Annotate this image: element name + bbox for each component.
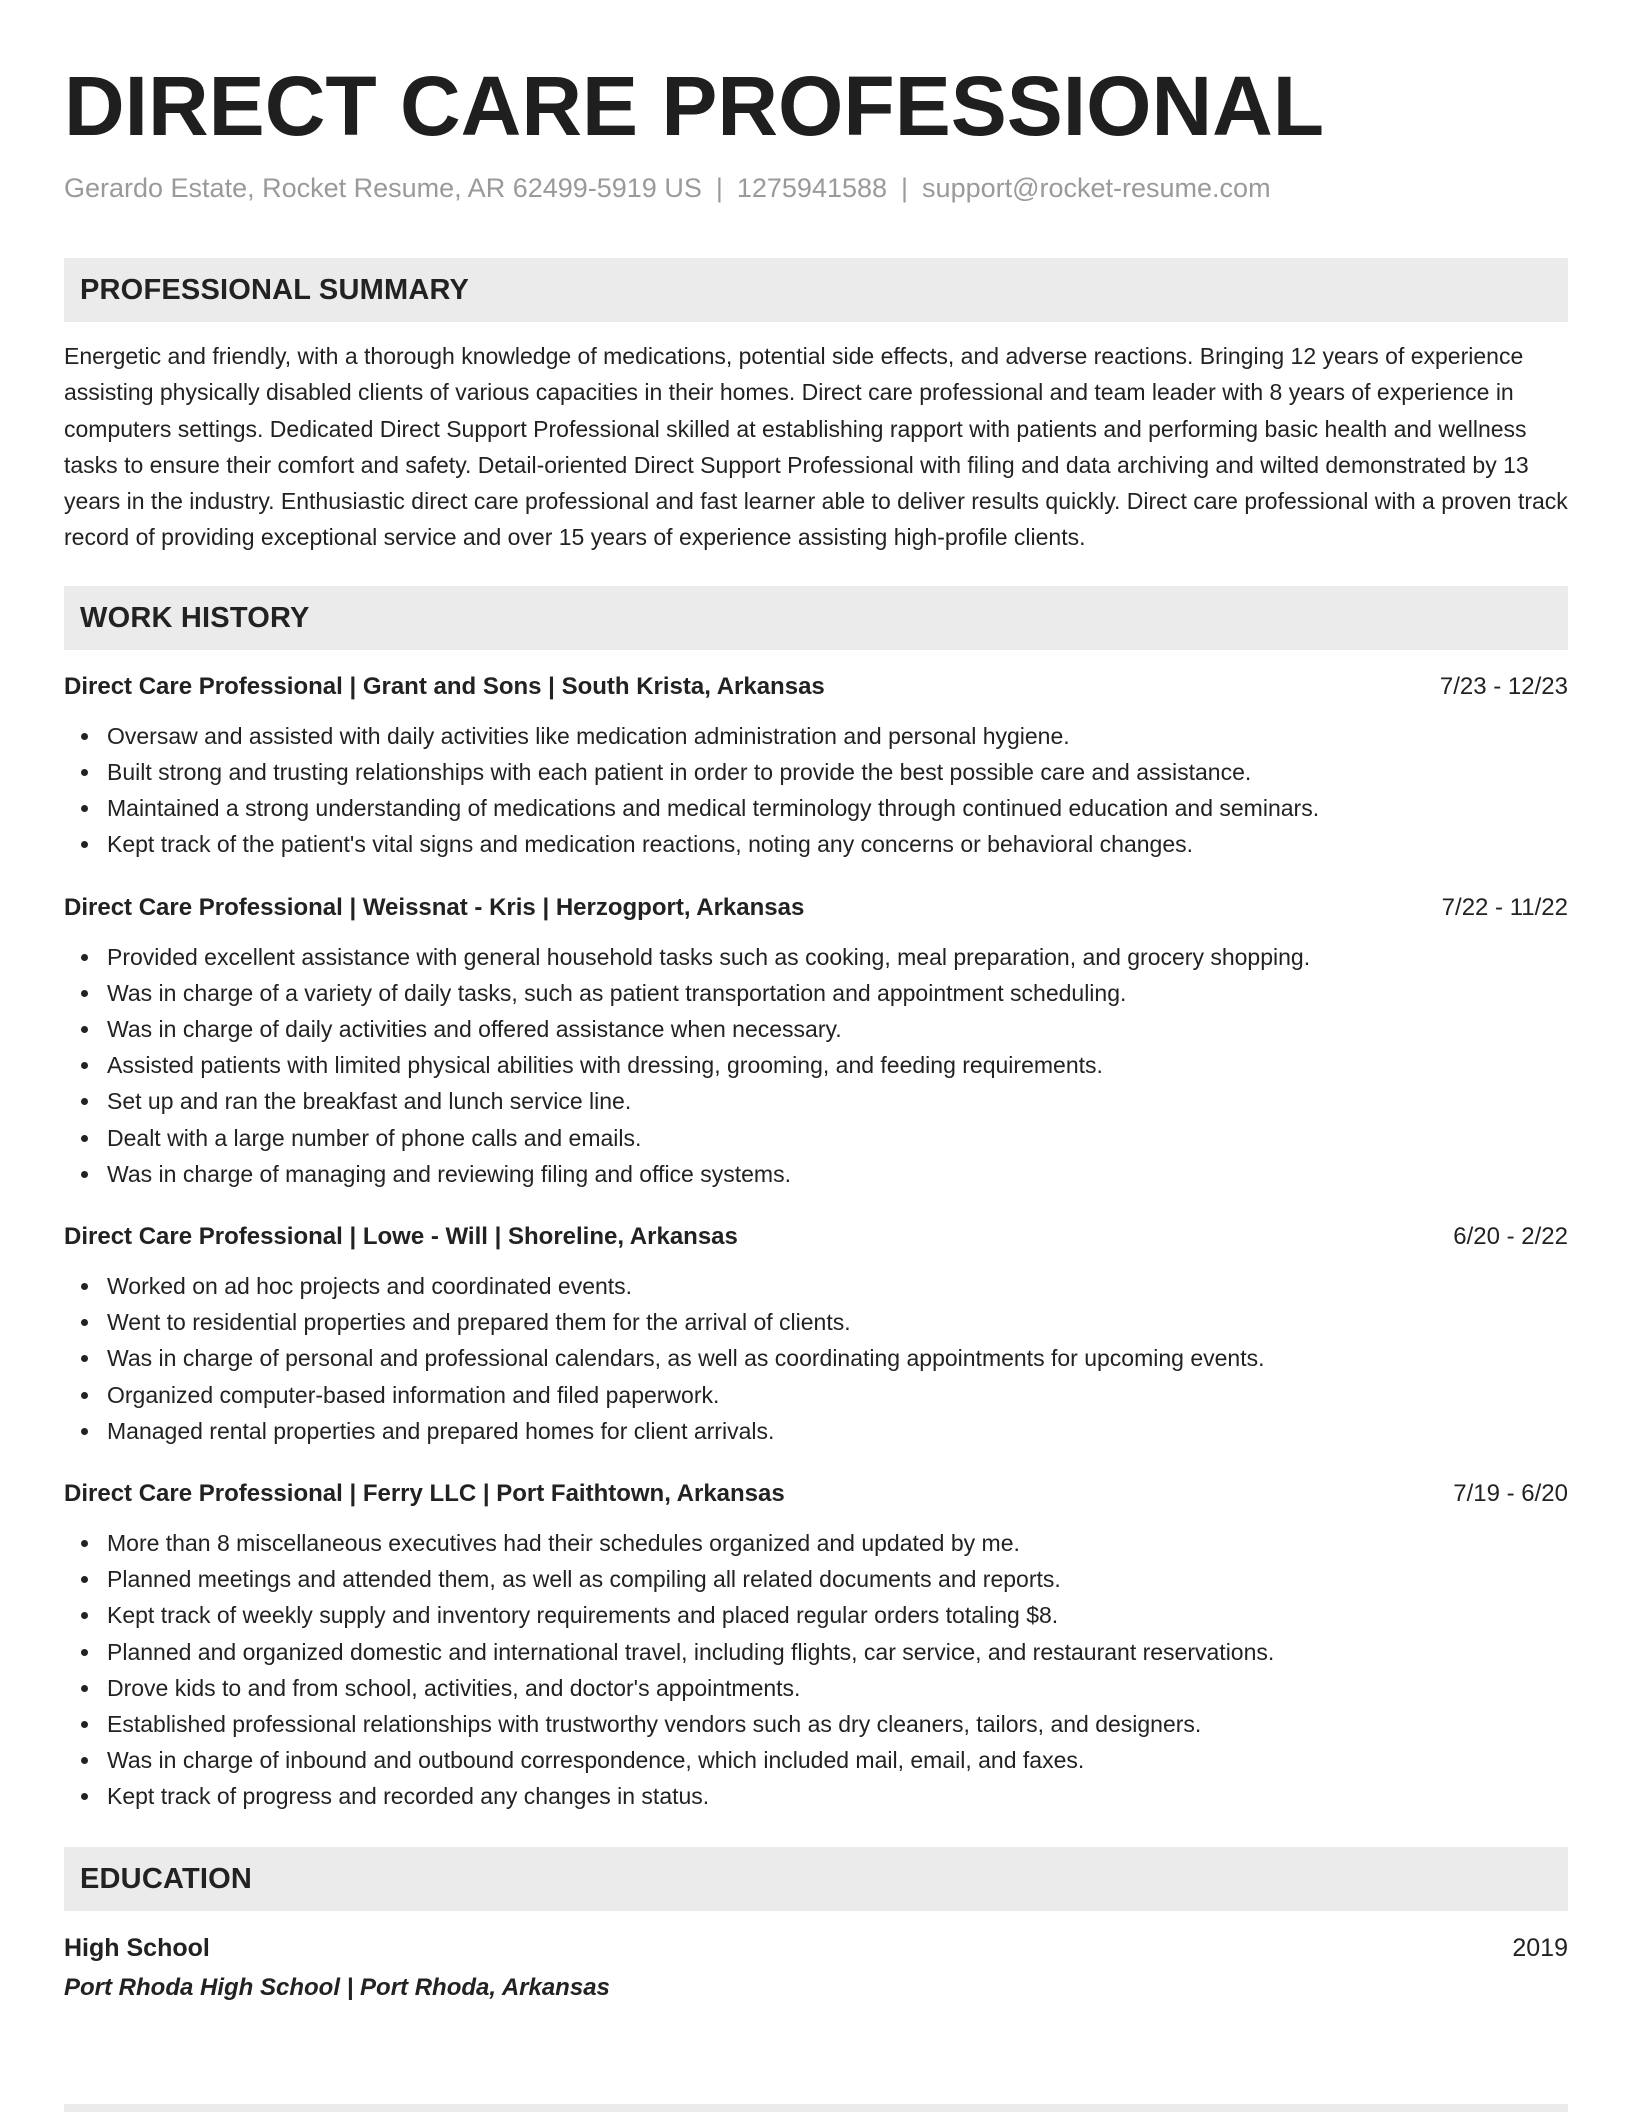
contact-separator: | (901, 173, 909, 203)
job-bullet: Was in charge of personal and professional calendars, as well as coordinating appointments for upcoming events. (107, 1340, 1568, 1376)
resume-page (64, 0, 1568, 2005)
job-bullet: Went to residential properties and prepared them for the arrival of clients. (107, 1304, 1568, 1340)
job-entry (64, 670, 1568, 863)
job-bullet: Was in charge of managing and reviewing filing and office systems. (107, 1156, 1568, 1192)
education-year: 2019 (1512, 1933, 1568, 1962)
summary-text: Energetic and friendly, with a thorough knowledge of medications, potential side effects, and adverse reactions. Bringing 12 years of experience assisting physically disabled clients of various capacities in their homes. Direct care professional and team leader with 8 years of experience in computers settings. Dedicated Direct Support Professional skilled at establishing rapport with patients and performing basic health and wellness tasks to ensure their comfort and safety. Detail-oriented Direct Support Professional with filing and data archiving and wilted demonstrated by 13 years in the industry. Enthusiastic direct care professional and fast learner able to deliver results quickly. Direct care professional with a proven track record of providing exceptional service and over 15 years of experience assisting high-profile clients. (64, 343, 1568, 551)
job-bullet: Was in charge of a variety of daily tasks, such as patient transportation and appointment scheduling. (107, 975, 1568, 1011)
job-bullet: Provided excellent assistance with general household tasks such as cooking, meal preparation, and grocery shopping. (107, 939, 1568, 975)
job-bullet-list (64, 718, 1568, 863)
job-bullet: Managed rental properties and prepared homes for client arrivals. (107, 1413, 1568, 1449)
job-entry (64, 1220, 1568, 1449)
job-bullet: Kept track of weekly supply and inventory requirements and placed regular orders totaling $8. (107, 1597, 1568, 1633)
job-bullet: Assisted patients with limited physical abilities with dressing, grooming, and feeding requirements. (107, 1047, 1568, 1083)
next-section-header-band (64, 2104, 1568, 2112)
job-heading: Direct Care Professional | Grant and Sons | South Krista, Arkansas (64, 672, 825, 700)
job-bullet: Established professional relationships with trustworthy vendors such as dry cleaners, tailors, and designers. (107, 1706, 1568, 1742)
job-bullet: Planned meetings and attended them, as well as compiling all related documents and reports. (107, 1561, 1568, 1597)
job-dates: 7/19 - 6/20 (1453, 1480, 1568, 1508)
education-degree: High School (64, 1933, 210, 1962)
job-dates: 7/23 - 12/23 (1439, 672, 1568, 700)
job-bullet: More than 8 miscellaneous executives had their schedules organized and updated by me. (107, 1525, 1568, 1561)
job-header (64, 891, 1568, 925)
job-bullet: Organized computer-based information and filed paperwork. (107, 1377, 1568, 1413)
job-bullet: Maintained a strong understanding of medications and medical terminology through continued education and seminars. (107, 790, 1568, 826)
job-heading: Direct Care Professional | Lowe - Will | Shoreline, Arkansas (64, 1223, 738, 1251)
job-bullet: Kept track of the patient's vital signs and medication reactions, noting any concerns or behavioral changes. (107, 826, 1568, 862)
contact-separator: | (715, 173, 723, 203)
job-heading: Direct Care Professional | Weissnat - Kris | Herzogport, Arkansas (64, 893, 805, 921)
job-bullet: Kept track of progress and recorded any changes in status. (107, 1778, 1568, 1814)
contact-email: support@rocket-resume.com (922, 173, 1271, 203)
job-dates: 6/20 - 2/22 (1453, 1223, 1568, 1251)
job-bullet: Was in charge of daily activities and offered assistance when necessary. (107, 1011, 1568, 1047)
job-heading: Direct Care Professional | Ferry LLC | Port Faithtown, Arkansas (64, 1480, 785, 1508)
job-bullet-list (64, 1525, 1568, 1815)
education-school: Port Rhoda High School | Port Rhoda, Arkansas (64, 1973, 610, 2001)
job-header (64, 1477, 1568, 1511)
job-bullet: Set up and ran the breakfast and lunch service line. (107, 1083, 1568, 1119)
candidate-title: DIRECT CARE PROFESSIONAL (64, 59, 1325, 153)
contact-address: Gerardo Estate, Rocket Resume, AR 62499-5919 US (64, 173, 702, 203)
contact-phone: 1275941588 (736, 173, 888, 203)
job-bullet: Dealt with a large number of phone calls and emails. (107, 1120, 1568, 1156)
contact-line (64, 168, 1568, 208)
job-header (64, 670, 1568, 704)
job-bullet: Oversaw and assisted with daily activities like medication administration and personal hygiene. (107, 718, 1568, 754)
education-header (64, 1931, 1568, 1965)
section-header-work-history: WORK HISTORY (64, 586, 1568, 650)
job-entry (64, 891, 1568, 1192)
job-bullet: Worked on ad hoc projects and coordinated events. (107, 1268, 1568, 1304)
job-header (64, 1220, 1568, 1254)
job-bullet: Drove kids to and from school, activities, and doctor's appointments. (107, 1670, 1568, 1706)
education-entry (64, 1931, 1568, 2005)
job-bullet: Planned and organized domestic and international travel, including flights, car service, and restaurant reservations. (107, 1634, 1568, 1670)
section-header-education: EDUCATION (64, 1847, 1568, 1911)
job-entry (64, 1477, 1568, 1815)
section-header-summary: PROFESSIONAL SUMMARY (64, 258, 1568, 322)
job-bullet: Was in charge of inbound and outbound correspondence, which included mail, email, and faxes. (107, 1742, 1568, 1778)
job-bullet-list (64, 1268, 1568, 1449)
job-dates: 7/22 - 11/22 (1441, 893, 1568, 921)
job-bullet: Built strong and trusting relationships with each patient in order to provide the best possible care and assistance. (107, 754, 1568, 790)
job-bullet-list (64, 939, 1568, 1192)
